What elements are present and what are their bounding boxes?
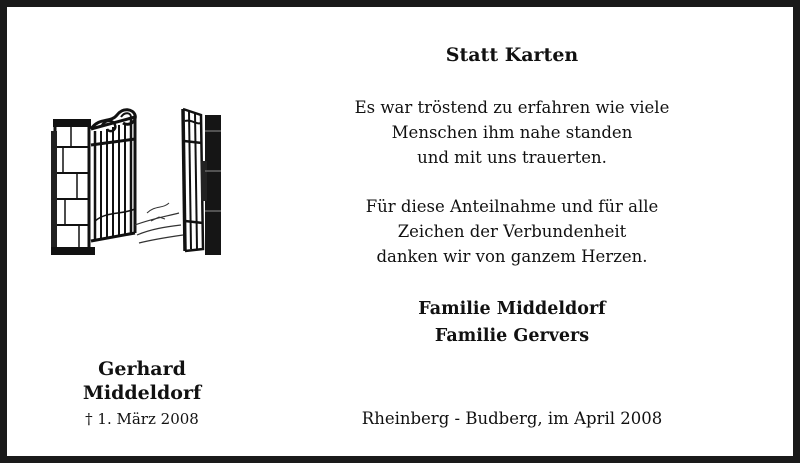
paragraph-line: danken wir von ganzem Herzen. [376, 247, 648, 266]
family-name: Familie Gervers [434, 326, 590, 346]
thanks-paragraph-1 [337, 95, 687, 170]
deceased-last-name: Middeldorf [82, 382, 202, 404]
paragraph-line: Menschen ihm nahe standen [391, 123, 633, 142]
open-gate-icon [51, 101, 223, 261]
message-block [337, 43, 687, 350]
family-signature [337, 296, 687, 350]
paragraph-line: und mit uns trauerten. [417, 148, 607, 167]
card-heading: Statt Karten [445, 44, 579, 66]
gate-wing-left [91, 110, 135, 241]
thanks-paragraph-2 [337, 194, 687, 269]
paragraph-line: Für diese Anteilnahme und für alle [365, 197, 659, 216]
paragraph-line: Zeichen der Verbundenheit [397, 222, 627, 241]
death-date: † 1. März 2008 [85, 410, 199, 428]
garden-path [135, 203, 183, 243]
gate-wing-right [183, 109, 203, 251]
deceased-block [47, 357, 237, 429]
stone-pillar [51, 119, 95, 255]
place-and-date: Rheinberg - Budberg, im April 2008 [361, 409, 663, 428]
family-name: Familie Middeldorf [418, 299, 606, 319]
paragraph-line: Es war tröstend zu erfahren wie viele [354, 98, 670, 117]
deceased-first-name: Gerhard [98, 358, 186, 380]
